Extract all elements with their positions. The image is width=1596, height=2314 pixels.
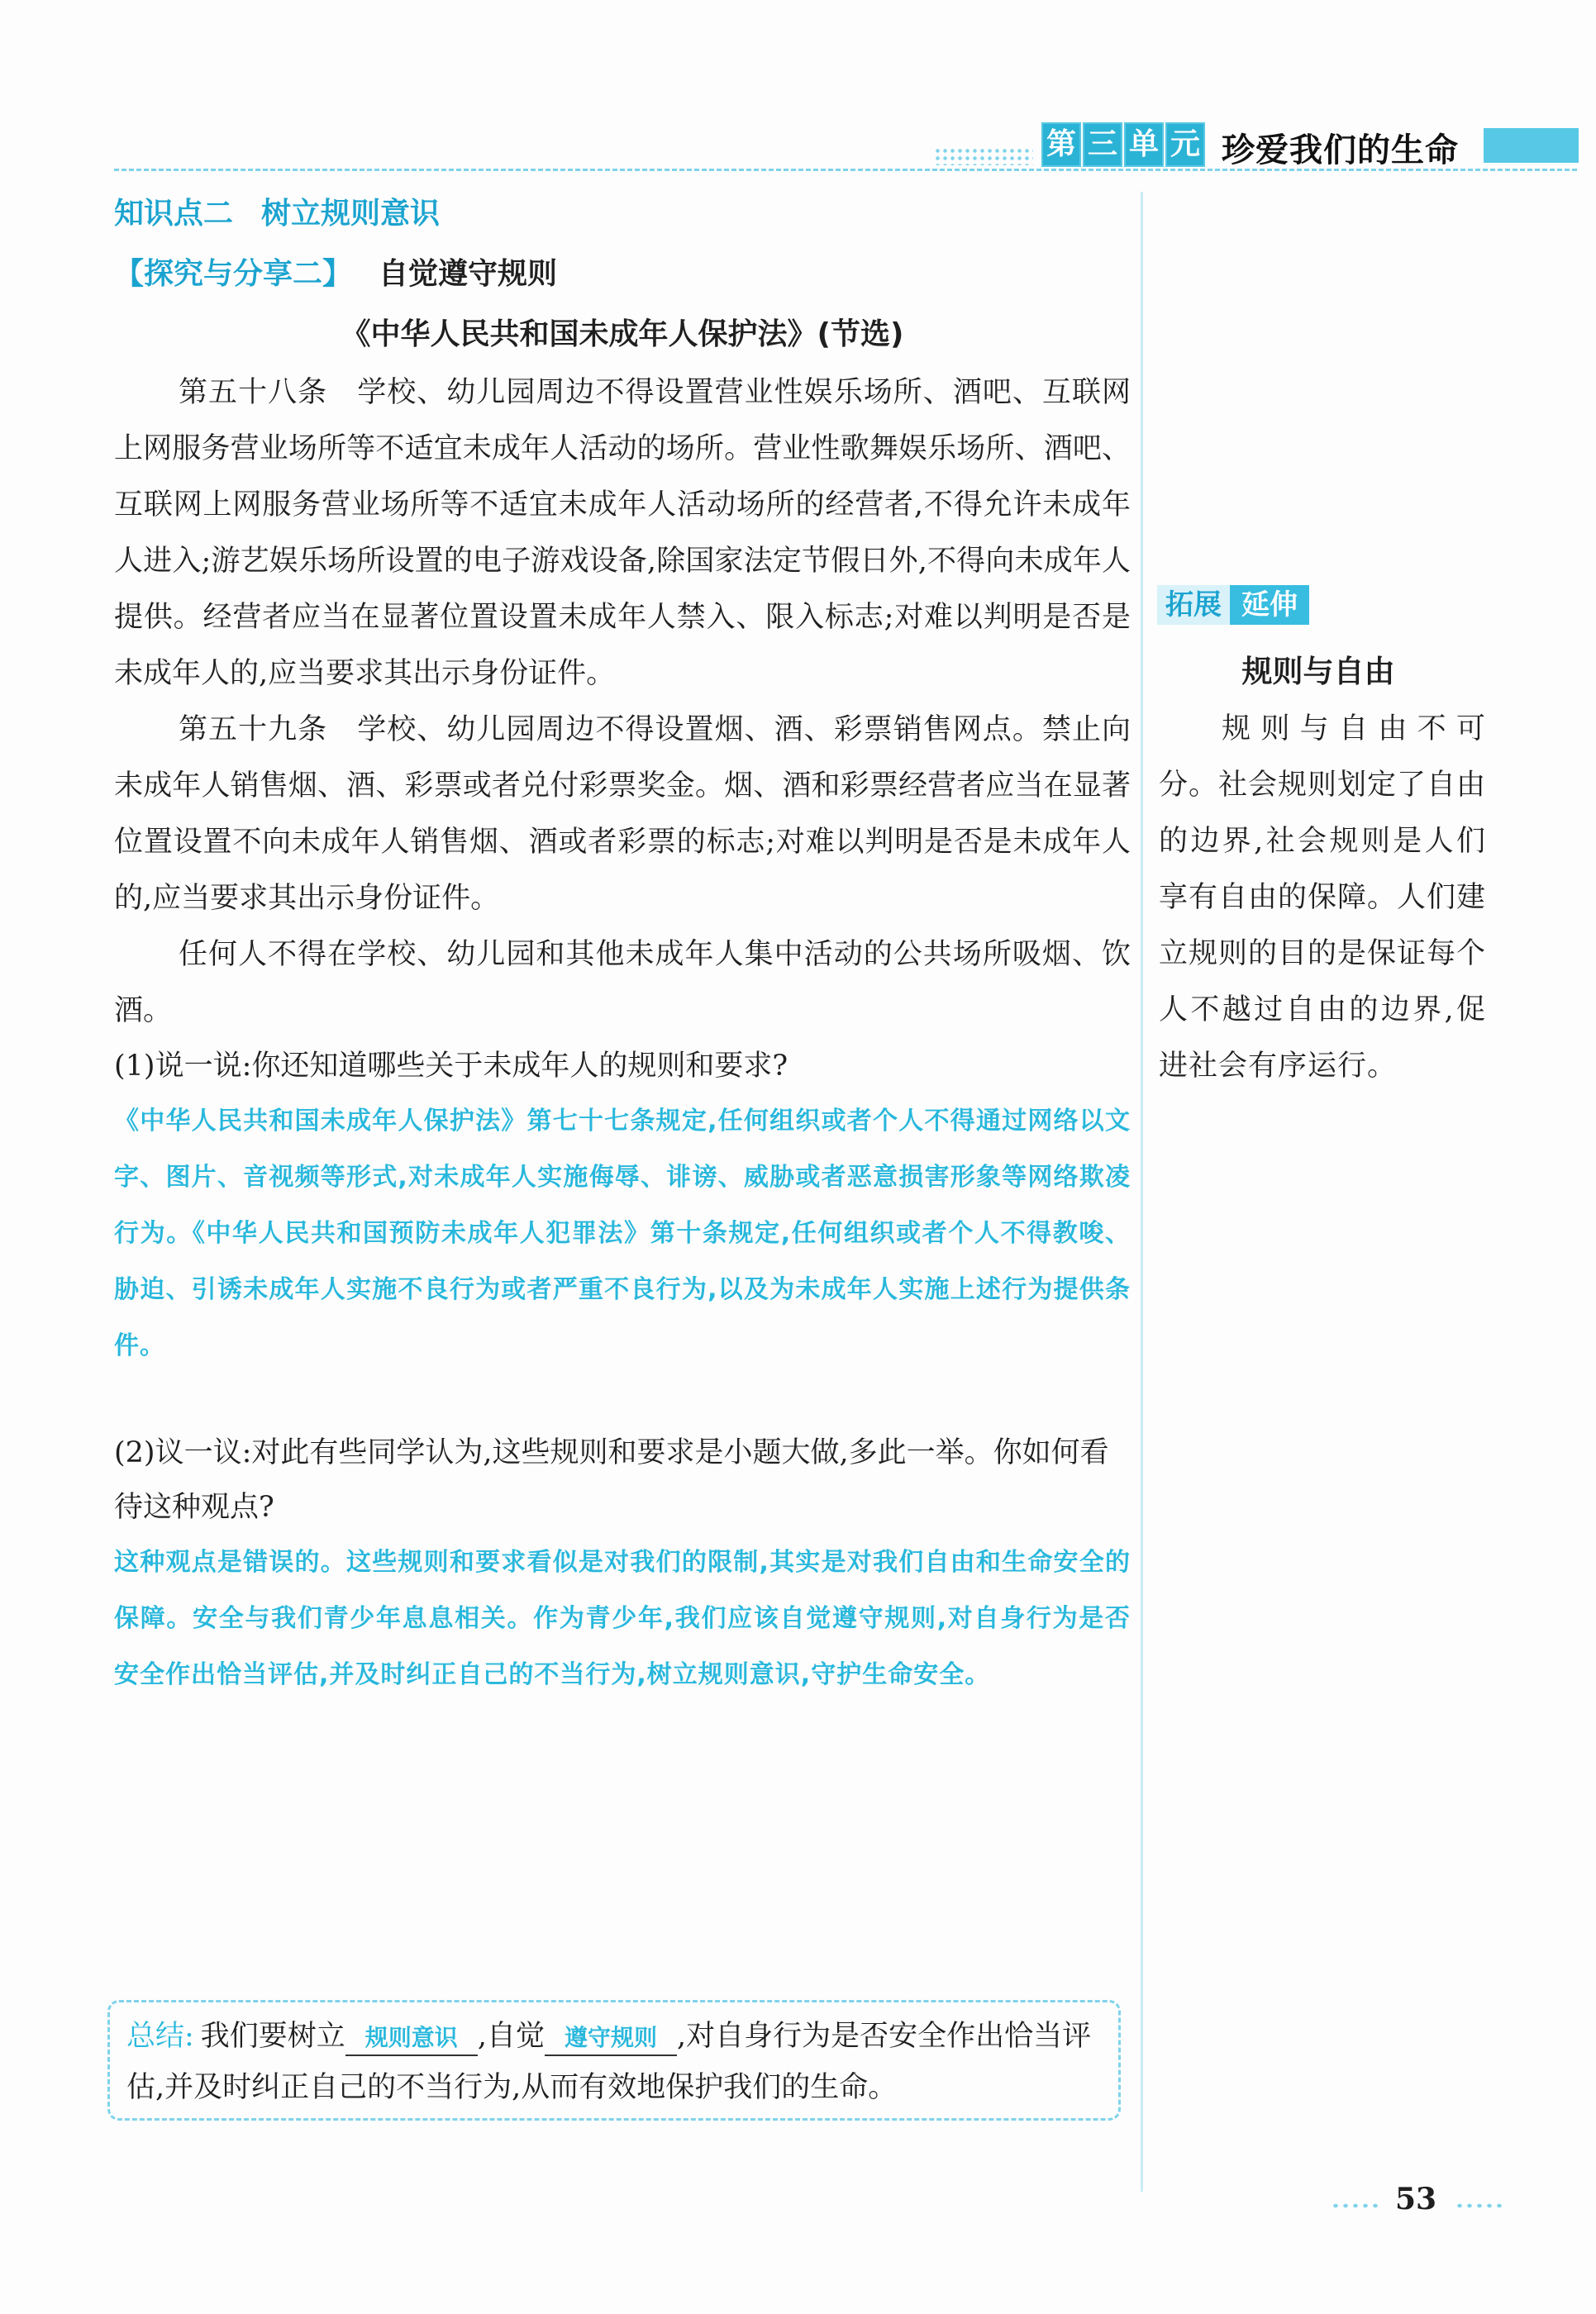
summary-blank-2: 遵守规则 xyxy=(545,2021,677,2056)
summary-label: 总结: xyxy=(126,2020,194,2053)
page-number: 53 xyxy=(1394,2182,1437,2216)
knowledge-point-title: 树立规则意识 xyxy=(261,197,441,231)
summary-box xyxy=(107,2000,1121,2121)
sidebar-tag xyxy=(1157,585,1309,625)
main-column xyxy=(114,190,1131,1703)
sidebar-title: 规则与自由 xyxy=(1241,654,1395,689)
summary-text-3: ,对自身行为是否安全作出恰当评估,并及时纠正自己的不当行为,从而有效地保护我们的生命。 xyxy=(126,2020,1092,2104)
header-divider xyxy=(114,169,1577,171)
sidebar-body: 规则与自由不可分。社会规则划定了自由的边界,社会规则是人们享有自由的保障。人们建立规则的目的是保证每个人不越过自由的边界,促进社会有序运行。 xyxy=(1159,712,1487,1083)
section-title: 自觉遵守规则 xyxy=(379,257,558,291)
knowledge-point-heading xyxy=(114,190,1131,232)
unit-char: 三 xyxy=(1083,122,1122,167)
knowledge-point-number: 知识点二 xyxy=(114,197,234,231)
sidebar-tag-part2: 延伸 xyxy=(1230,585,1309,625)
page-number-dots-right xyxy=(1455,2202,1504,2210)
unit-char: 第 xyxy=(1041,122,1081,167)
unit-title: 珍爱我们的生命 xyxy=(1222,131,1459,169)
article-general: 任何人不得在学校、幼儿园和其他未成年人集中活动的公共场所吸烟、饮酒。 xyxy=(114,938,1131,1027)
question-2: (2)议一议:对此有些同学认为,这些规则和要求是小题大做,多此一举。你如何看待这种观点? xyxy=(114,1436,1109,1524)
unit-badge xyxy=(1041,122,1205,165)
header-dot-pattern xyxy=(934,147,1033,165)
summary-text-2: ,自觉 xyxy=(477,2020,545,2053)
law-title: 《中华人民共和国未成年人保护法》(节选) xyxy=(341,317,904,351)
sidebar-divider xyxy=(1141,192,1143,2192)
header-accent-bar xyxy=(1484,128,1579,163)
page-number-dots-left xyxy=(1331,2202,1380,2210)
section-tag: 【探究与分享二】 xyxy=(114,257,353,291)
unit-char: 单 xyxy=(1124,122,1164,167)
article-59: 第五十九条 学校、幼儿园周边不得设置烟、酒、彩票销售网点。禁止向未成年人销售烟、酒、彩票或者兑付彩票奖金。烟、酒和彩票经营者应当在显著位置设置不向未成年人销售烟、酒或者彩票的标志;对难以判明是否是未成年人的,应当要求其出示身份证件。 xyxy=(114,713,1131,915)
article-58: 第五十八条 学校、幼儿园周边不得设置营业性娱乐场所、酒吧、互联网上网服务营业场所等不适宜未成年人活动的场所。营业性歌舞娱乐场所、酒吧、互联网上网服务营业场所等不适宜未成年人活动场所的经营者,不得允许未成年人进入;游艺娱乐场所设置的电子游戏设备,除国家法定节假日外,不得向未成年人提供。经营者应当在显著位置设置未成年人禁入、限入标志;对难以判明是否是未成年人的,应当要求其出示身份证件。 xyxy=(114,376,1131,690)
question-1: (1)说一说:你还知道哪些关于未成年人的规则和要求? xyxy=(114,1050,788,1083)
answer-1: 《中华人民共和国未成年人保护法》第七十七条规定,任何组织或者个人不得通过网络以文字、图片、音视频等形式,对未成年人实施侮辱、诽谤、威胁或者恶意损害形象等网络欺凌行为。《中华人民共和国预防未成年人犯罪法》第十条规定,任何组织或者个人不得教唆、胁迫、引诱未成年人实施不良行为或者严重不良行为,以及为未成年人实施上述行为提供条件。 xyxy=(114,1107,1131,1360)
section-heading xyxy=(114,250,1131,293)
answer-2: 这种观点是错误的。这些规则和要求看似是对我们的限制,其实是对我们自由和生命安全的保障。安全与我们青少年息息相关。作为青少年,我们应该自觉遵守规则,对自身行为是否安全作出恰当评估,并及时纠正自己的不当行为,树立规则意识,守护生命安全。 xyxy=(114,1548,1131,1689)
unit-char: 元 xyxy=(1165,122,1205,167)
summary-blank-1: 规则意识 xyxy=(345,2021,478,2056)
sidebar-tag-part1: 拓展 xyxy=(1157,585,1230,625)
summary-text-1: 我们要树立 xyxy=(200,2020,345,2053)
